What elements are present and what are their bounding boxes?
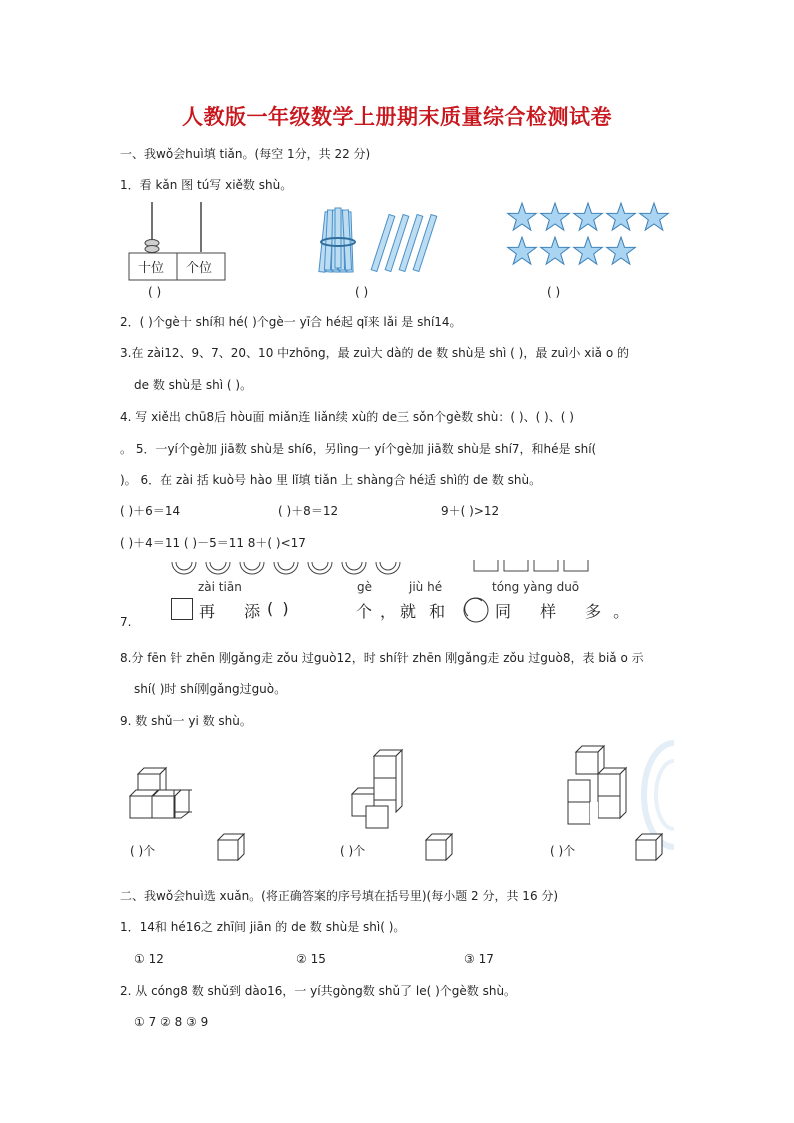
q7-pinyin-tongyangduo: tóng yàng duō — [492, 580, 580, 594]
q7-answer-blank[interactable]: ( ) — [267, 599, 291, 618]
double-circle-shape — [462, 596, 490, 624]
q7-pinyin-jiuhe: jiù hé — [409, 580, 443, 594]
question-2-text: 2．( )个gè十 shí和 hé( )个gè一 yī合 hé起 qǐ来 lǎi 是 shí14。 — [120, 315, 462, 329]
q7-word-zaitian: 再 添 — [199, 602, 273, 621]
option-1-b[interactable]: ② 15 — [296, 952, 326, 966]
q9-answer-1[interactable]: ( )个 — [130, 844, 156, 858]
equation-2: ( )＋8＝12 — [278, 504, 339, 518]
cube-icon — [424, 832, 454, 864]
q7-word-ge: 个 — [356, 602, 385, 621]
answer-blank-1[interactable]: ( ) — [148, 285, 162, 299]
abacus-label-tens: 十位 — [138, 261, 165, 276]
page-title: 人教版一年级数学上册期末质量综合检测试卷 — [182, 104, 612, 129]
question-6-text: )。 6．在 zài 括 kuò号 hào 里 lǐ填 tiǎn 上 shàng合 hé适 shì的 de 数 shù。 — [120, 473, 542, 487]
question-7-number: 7. — [120, 615, 132, 629]
section-2-heading: 二、我wǒ会huì选 xuǎn。(将正确答案的序号填在括号里)(每小题 2 分，共 16 分) — [120, 889, 559, 903]
q7-word-tongyangduo: 同 样 多。 — [495, 602, 642, 621]
question-4-text: 4. 写 xiě出 chū8后 hòu面 miǎn连 liǎn续 xù的 de三 sǒn个gè数 shù：( )、( )、( ) — [120, 410, 574, 424]
answer-blank-2[interactable]: ( ) — [355, 285, 369, 299]
question-3-line-2: de 数 shù是 shì ( )。 — [134, 378, 253, 392]
cube-icon — [216, 832, 246, 864]
equation-1: ( )＋6＝14 — [120, 504, 181, 518]
q7-pinyin-zaitian: zài tiān — [198, 580, 242, 594]
q7-shapes-strip — [170, 560, 590, 576]
question-9-text: 9. 数 shǔ一 yi 数 shù。 — [120, 714, 252, 728]
stars-figure — [505, 200, 675, 270]
question-8-line-1: 8.分 fēn 针 zhēn 刚gǎng走 zǒu 过guò12，时 shí针 zhēn 刚gǎng走 zǒu 过guò8，表 biǎ o 示 — [120, 651, 644, 665]
cube-stack-3 — [566, 744, 632, 834]
options-2[interactable]: ① 7 ② 8 ③ 9 — [134, 1015, 209, 1029]
option-1-c[interactable]: ③ 17 — [464, 952, 494, 966]
option-1-a[interactable]: ① 12 — [134, 952, 164, 966]
equation-row-2: ( )＋4＝11 ( )－5＝11 8＋( )<17 — [120, 536, 306, 550]
section-1-heading: 一、我wǒ会huì填 tiǎn。(每空 1分，共 22 分) — [120, 147, 371, 161]
abacus-label-ones: 个位 — [186, 261, 213, 276]
cube-stack-1 — [128, 766, 192, 832]
q7-word-jiuhe: ，就 和 — [380, 602, 450, 621]
q9-answer-2[interactable]: ( )个 — [340, 844, 366, 858]
answer-blank-3[interactable]: ( ) — [547, 285, 561, 299]
cube-icon — [634, 832, 664, 864]
question-3-line-1: 3.在 zài12、9、7、20、10 中zhōng，最 zuì大 dà的 de 数 shù是 shì ( )，最 zuì小 xiǎ o 的 — [120, 346, 629, 360]
q9-answer-3[interactable]: ( )个 — [550, 844, 576, 858]
sticks-bundle-figure — [318, 206, 440, 276]
section-2-question-1: 1．14和 hé16之 zhī间 jiān 的 de 数 shù是 shì( )。 — [120, 920, 406, 934]
question-5-text: 。 5．一yí个gè加 jiā数 shù是 shí6，另lìng一 yí个gè加 jiā数 shù是 shí7，和hé是 shí( — [120, 442, 597, 456]
square-shape — [171, 598, 193, 620]
question-8-line-2: shí( )时 shí刚gǎng过guò。 — [134, 682, 287, 696]
q7-pinyin-ge: gè — [357, 580, 372, 594]
section-2-question-2: 2. 从 cóng8 数 shǔ到 dào16，一 yí共gòng数 shǔ了 le( )个gè数 shù。 — [120, 984, 517, 998]
cube-stack-2 — [350, 748, 406, 834]
question-1-text: 1．看 kǎn 图 tú写 xiě数 shù。 — [120, 178, 293, 192]
equation-3: 9＋( )>12 — [441, 504, 500, 518]
